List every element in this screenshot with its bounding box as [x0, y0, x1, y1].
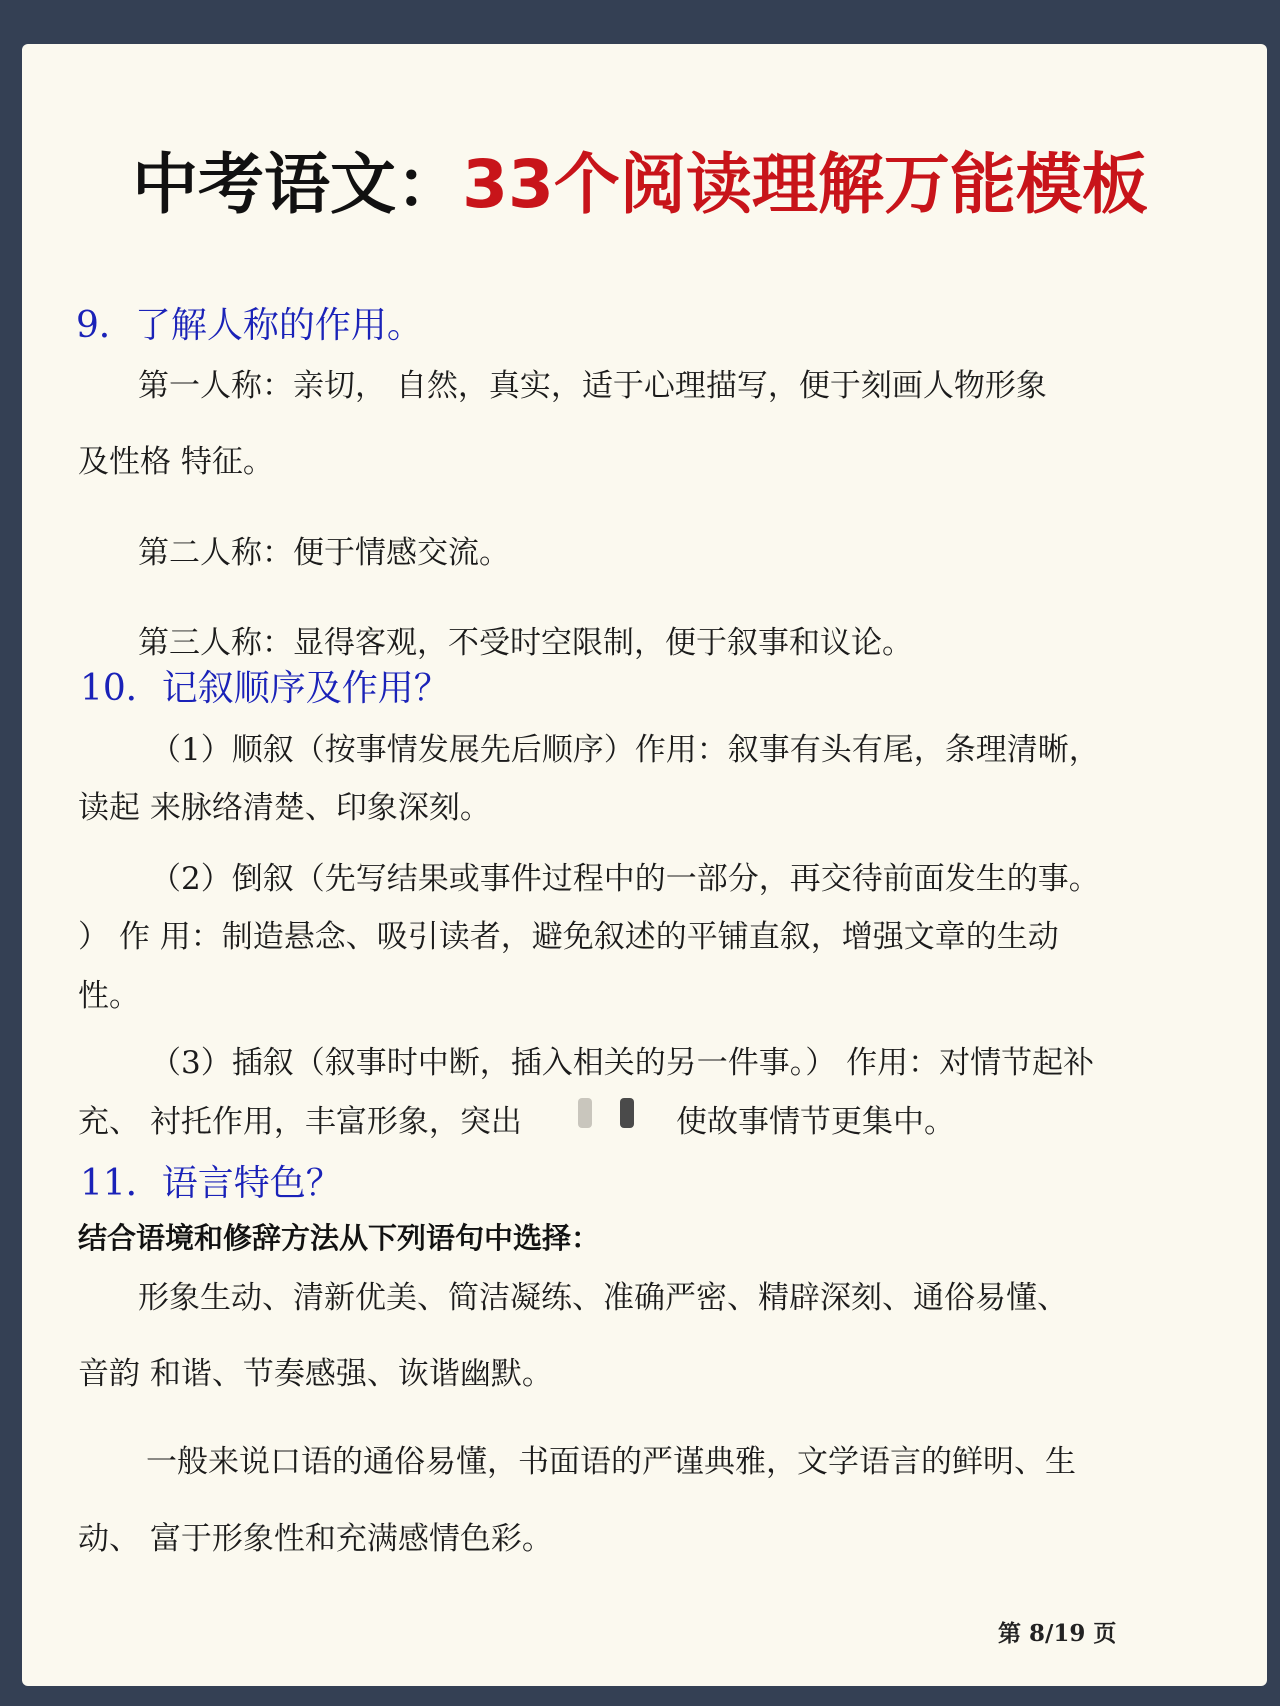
- paragraph-line: （2）倒叙（先写结果或事件过程中的一部分，再交待前面发生的事。: [150, 861, 1100, 897]
- paragraph-line: ） 作 用：制造悬念、吸引读者，避免叙述的平铺直叙，增强文章的生动: [78, 919, 1059, 955]
- paragraph-line: 充、 衬托作用，丰富形象，突出: [78, 1104, 522, 1140]
- section-heading-10: 10．记叙顺序及作用？: [80, 668, 450, 709]
- section-heading-9: 9．了解人称的作用。: [76, 305, 423, 346]
- paragraph-line: 动、 富于形象性和充满感情色彩。: [78, 1521, 553, 1557]
- obscured-mark: [578, 1098, 592, 1128]
- paragraph-line: 使故事情节更集中。: [676, 1104, 955, 1140]
- page-title: [0, 140, 1280, 230]
- paragraph-line: 第三人称：显得客观，不受时空限制，便于叙事和议论。: [138, 625, 913, 661]
- title-prefix: 中考语文：: [132, 146, 463, 223]
- paragraph-line: （3）插叙（叙事时中断，插入相关的另一件事。） 作用：对情节起补: [150, 1045, 1095, 1081]
- paragraph-line: 第二人称：便于情感交流。: [138, 535, 510, 571]
- section-heading-11: 11．语言特色？: [80, 1163, 342, 1204]
- paragraph-line: （1）顺叙（按事情发展先后顺序）作用：叙事有头有尾，条理清晰，: [150, 732, 1100, 768]
- title-highlight: 33个阅读理解万能模板: [462, 146, 1148, 223]
- paragraph-line: 及性格 特征。: [78, 444, 274, 480]
- paragraph-line: 一般来说口语的通俗易懂，书面语的严谨典雅，文学语言的鲜明、生: [146, 1444, 1076, 1480]
- section-intro: 结合语境和修辞方法从下列语句中选择：: [78, 1221, 601, 1255]
- paragraph-line: 音韵 和谐、节奏感强、诙谐幽默。: [78, 1356, 553, 1392]
- paragraph-line: 形象生动、清新优美、简洁凝练、准确严密、精辟深刻、通俗易懂、: [138, 1280, 1068, 1316]
- page-number: 第 8/19 页: [998, 1620, 1117, 1647]
- paragraph-line: 性。: [78, 978, 140, 1014]
- obscured-mark: [620, 1098, 634, 1128]
- paragraph-line: 第一人称：亲切， 自然，真实，适于心理描写，便于刻画人物形象: [138, 368, 1047, 404]
- paragraph-line: 读起 来脉络清楚、印象深刻。: [78, 790, 491, 826]
